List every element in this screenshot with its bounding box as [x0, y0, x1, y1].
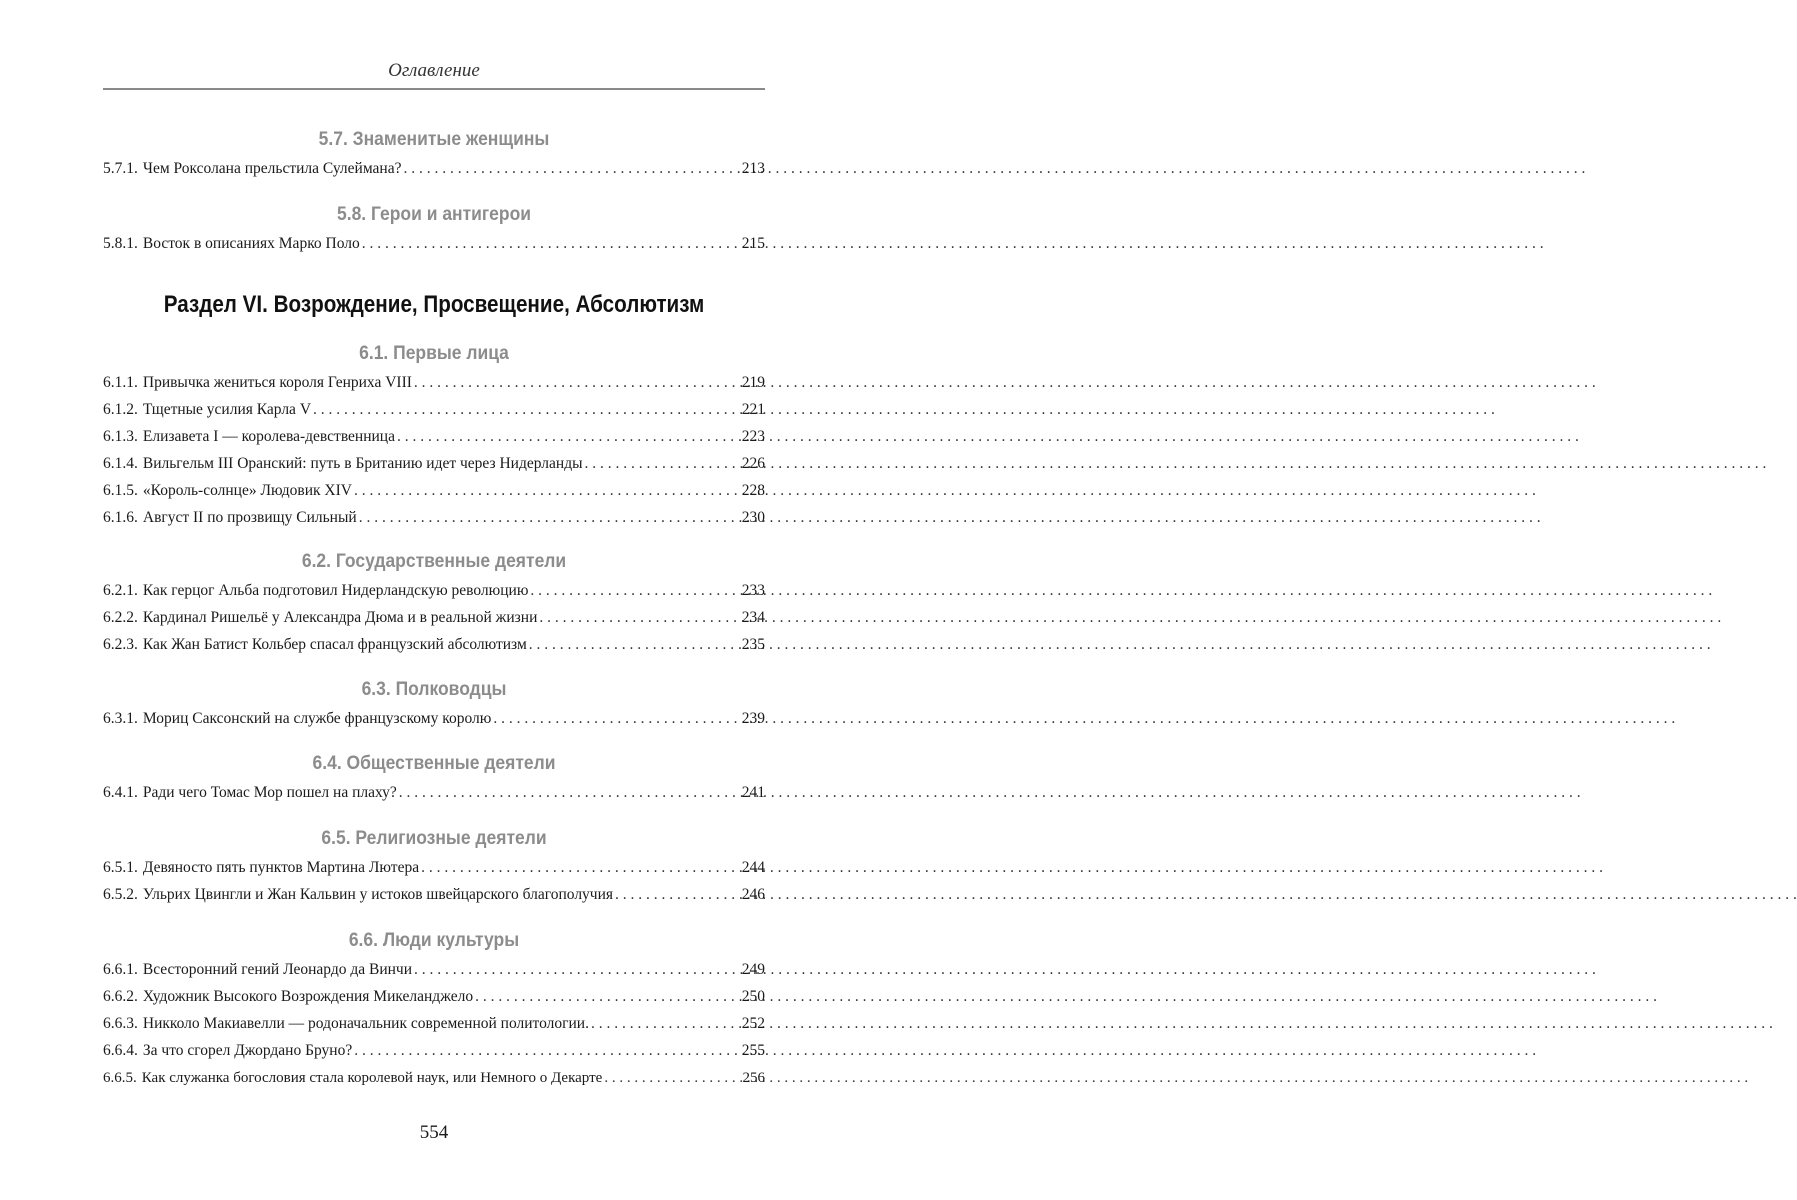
toc-entry-6-1-3[interactable]	[103, 426, 765, 448]
entry-number: 6.1.2.	[103, 401, 138, 418]
dot-leader	[475, 986, 740, 1008]
subsection-heading-6-6: 6.6. Люди культуры	[348, 930, 520, 951]
entry-title: Как Жан Батист Кольбер спасал французский абсолютизм	[142, 636, 527, 653]
subsection-heading-6-2: 6.2. Государственные деятели	[301, 551, 567, 572]
entry-number: 6.6.1.	[103, 961, 138, 978]
toc-entry-6-1-6[interactable]	[103, 507, 765, 529]
toc-entry-6-1-2[interactable]	[103, 399, 765, 421]
header-rule	[103, 88, 765, 90]
dot-leader	[403, 158, 739, 180]
subsection-heading-5-8: 5.8. Герои и антигерои	[336, 204, 532, 225]
entry-number: 6.5.2.	[103, 886, 138, 903]
entry-title: Мориц Саксонский на службе французскому королю	[142, 710, 492, 727]
entry-number: 6.1.6.	[103, 509, 138, 526]
entry-page: 241	[741, 784, 765, 801]
entry-page: 226	[741, 455, 765, 472]
subsection-heading-6-1: 6.1. Первые лица	[359, 343, 509, 364]
toc-entry-6-6-4[interactable]	[103, 1040, 765, 1062]
entry-title: Ради чего Томас Мор пошел на плаху?	[142, 784, 397, 801]
entry-title: Художник Высокого Возрождения Микеланджело	[142, 988, 474, 1005]
entry-page: 228	[741, 482, 765, 499]
entry-page: 246	[741, 886, 765, 903]
dot-leader	[421, 857, 740, 879]
page-number: 554	[419, 1122, 449, 1143]
toc-entry-6-1-4[interactable]	[103, 453, 765, 475]
running-title: Оглавление	[388, 60, 480, 81]
entry-title: Чем Роксолана прельстила Сулеймана?	[142, 160, 402, 177]
toc-entry-6-3-1[interactable]	[103, 708, 765, 730]
toc-entry-6-2-1[interactable]	[103, 580, 765, 602]
entry-page: 239	[741, 710, 765, 727]
subsection-heading-6-5: 6.5. Религиозные деятели	[321, 828, 547, 849]
entry-number: 5.8.1.	[103, 235, 138, 252]
dot-leader	[530, 580, 739, 602]
entry-title: Август II по прозвищу Сильный	[142, 509, 357, 526]
entry-title: За что сгорел Джордано Бруно?	[142, 1042, 353, 1059]
dot-leader	[414, 959, 740, 981]
dot-leader	[591, 1013, 740, 1035]
entry-page: 252	[741, 1015, 765, 1032]
entry-title: Девяносто пять пунктов Мартина Лютера	[142, 859, 420, 876]
entry-page: 255	[741, 1042, 765, 1059]
entry-page: 233	[741, 582, 765, 599]
toc-entry-5-7-1[interactable]	[103, 158, 765, 180]
entry-page: 215	[741, 235, 765, 252]
toc-entry-6-1-5[interactable]	[103, 480, 765, 502]
entry-number: 6.4.1.	[103, 784, 138, 801]
entry-page: 244	[741, 859, 765, 876]
entry-number: 6.1.5.	[103, 482, 138, 499]
entry-title: Ульрих Цвингли и Жан Кальвин у истоков швейцарского благополучия	[142, 886, 614, 903]
toc-entry-6-6-2[interactable]	[103, 986, 765, 1008]
entry-number: 6.1.4.	[103, 455, 138, 472]
dot-leader	[313, 399, 740, 421]
dot-leader	[354, 1040, 740, 1062]
dot-leader	[397, 426, 740, 448]
entry-number: 6.6.5.	[103, 1070, 137, 1086]
entry-title: Привычка жениться короля Генриха VIII	[142, 374, 412, 391]
toc-entry-6-2-2[interactable]	[103, 607, 765, 629]
entry-number: 6.6.2.	[103, 988, 138, 1005]
entry-title: Вильгельм III Оранский: путь в Британию идет через Нидерланды	[142, 455, 583, 472]
entry-title: Как служанка богословия стала королевой наук, или Немного о Декарте	[141, 1070, 603, 1086]
toc-entry-6-6-3[interactable]	[103, 1013, 765, 1035]
entry-title: Всесторонний гений Леонардо да Винчи	[142, 961, 413, 978]
toc-entry-5-8-1[interactable]	[103, 233, 765, 255]
dot-leader	[414, 372, 740, 394]
dot-leader	[399, 782, 740, 804]
entry-number: 5.7.1.	[103, 160, 138, 177]
dot-leader	[359, 507, 740, 529]
subsection-heading-6-3: 6.3. Полководцы	[361, 679, 507, 700]
subsection-heading-5-7: 5.7. Знаменитые женщины	[318, 129, 550, 150]
subsection-heading-6-4: 6.4. Общественные деятели	[312, 753, 556, 774]
toc-entry-6-1-1[interactable]	[103, 372, 765, 394]
toc-entry-6-2-3[interactable]	[103, 634, 765, 656]
entry-page: 250	[741, 988, 765, 1005]
entry-number: 6.2.1.	[103, 582, 138, 599]
entry-page: 223	[741, 428, 765, 445]
toc-entry-6-6-5[interactable]	[103, 1067, 765, 1089]
entry-page: 249	[741, 961, 765, 978]
entry-title: Восток в описаниях Марко Поло	[142, 235, 360, 252]
entry-page: 221	[741, 401, 765, 418]
entry-page: 256	[742, 1070, 765, 1086]
entry-number: 6.6.4.	[103, 1042, 138, 1059]
entry-page: 230	[741, 509, 765, 526]
toc-entry-6-5-1[interactable]	[103, 857, 765, 879]
entry-number: 6.2.2.	[103, 609, 138, 626]
dot-leader	[585, 453, 740, 475]
entry-title: Кардинал Ришельё у Александра Дюма и в реальной жизни	[142, 609, 538, 626]
entry-title: Никколо Макиавелли — родоначальник современной политологии.	[142, 1015, 589, 1032]
entry-title: «Король-солнце» Людовик XIV	[142, 482, 352, 499]
dot-leader	[493, 708, 739, 730]
entry-number: 6.2.3.	[103, 636, 138, 653]
dot-leader	[539, 607, 739, 629]
entry-number: 6.1.1.	[103, 374, 138, 391]
dot-leader	[604, 1067, 740, 1089]
toc-entry-6-5-2[interactable]	[103, 884, 765, 906]
toc-entry-6-6-1[interactable]	[103, 959, 765, 981]
dot-leader	[615, 884, 740, 906]
toc-entry-6-4-1[interactable]	[103, 782, 765, 804]
entry-title: Тщетные усилия Карла V	[142, 401, 312, 418]
entry-page: 213	[741, 160, 765, 177]
entry-title: Как герцог Альба подготовил Нидерландскую революцию	[142, 582, 529, 599]
entry-number: 6.3.1.	[103, 710, 138, 727]
entry-page: 234	[741, 609, 765, 626]
entry-number: 6.5.1.	[103, 859, 138, 876]
section-heading-6: Раздел VI. Возрождение, Просвещение, Абсолютизм	[163, 291, 705, 318]
entry-page: 219	[741, 374, 765, 391]
entry-page: 235	[741, 636, 765, 653]
dot-leader	[354, 480, 740, 502]
entry-number: 6.6.3.	[103, 1015, 138, 1032]
entry-title: Елизавета I — королева-девственница	[142, 428, 395, 445]
dot-leader	[362, 233, 740, 255]
dot-leader	[529, 634, 740, 656]
entry-number: 6.1.3.	[103, 428, 138, 445]
